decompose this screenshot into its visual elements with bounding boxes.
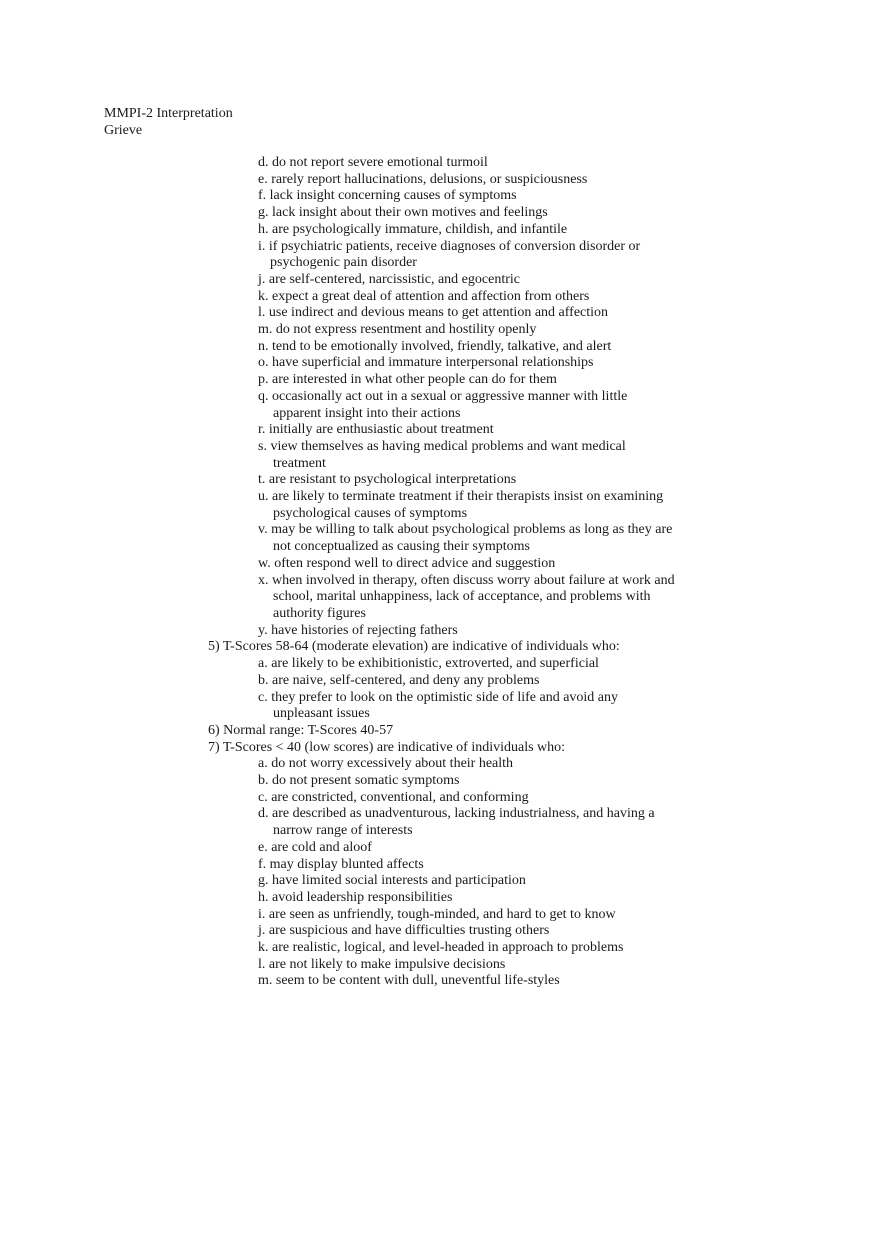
list-item: s. view themselves as having medical problems and want medical — [258, 438, 626, 454]
list-item-continuation: psychological causes of symptoms — [273, 505, 468, 521]
list-item-continuation: treatment — [273, 455, 326, 471]
list-item: j. are suspicious and have difficulties trusting others — [258, 923, 550, 939]
list-item: t. are resistant to psychological interpretations — [258, 472, 517, 488]
list-item: p. are interested in what other people can do for them — [258, 372, 557, 388]
list-item: k. expect a great deal of attention and affection from others — [258, 288, 590, 304]
document-header — [104, 105, 233, 139]
list-item-continuation: unpleasant issues — [273, 706, 370, 722]
list-item-continuation: authority figures — [273, 605, 366, 621]
list-item: v. may be willing to talk about psychological problems as long as they are — [258, 522, 673, 538]
list-item: x. when involved in therapy, often discuss worry about failure at work and — [258, 572, 675, 588]
list-item-continuation: school, marital unhappiness, lack of acceptance, and problems with — [273, 589, 651, 605]
list-item: g. have limited social interests and participation — [258, 873, 526, 889]
section-heading: 6) Normal range: T-Scores 40-57 — [208, 722, 394, 738]
list-item: q. occasionally act out in a sexual or aggressive manner with little — [258, 388, 628, 404]
list-item: e. are cold and aloof — [258, 839, 372, 855]
list-item: n. tend to be emotionally involved, friendly, talkative, and alert — [258, 338, 612, 354]
document-author: Grieve — [104, 123, 143, 138]
list-item: u. are likely to terminate treatment if their therapists insist on examining — [258, 489, 664, 505]
list-item: g. lack insight about their own motives and feelings — [258, 205, 548, 221]
list-item: l. are not likely to make impulsive decisions — [258, 956, 506, 972]
list-item-continuation: apparent insight into their actions — [273, 405, 461, 421]
list-item: f. lack insight concerning causes of symptoms — [258, 188, 517, 204]
list-item: m. do not express resentment and hostility openly — [258, 322, 537, 338]
list-item: w. often respond well to direct advice and suggestion — [258, 555, 556, 571]
list-item: h. avoid leadership responsibilities — [258, 889, 453, 905]
list-item-continuation: narrow range of interests — [273, 823, 413, 839]
list-item: r. initially are enthusiastic about treatment — [258, 422, 494, 438]
list-item: i. if psychiatric patients, receive diagnoses of conversion disorder or — [258, 238, 641, 254]
list-item: l. use indirect and devious means to get attention and affection — [258, 305, 609, 321]
section-heading: 5) T-Scores 58-64 (moderate elevation) are indicative of individuals who: — [208, 639, 620, 655]
document-title: MMPI-2 Interpretation — [104, 106, 233, 121]
list-item: k. are realistic, logical, and level-headed in approach to problems — [258, 940, 624, 956]
list-item: i. are seen as unfriendly, tough-minded, and hard to get to know — [258, 906, 616, 922]
list-item: h. are psychologically immature, childish, and infantile — [258, 221, 568, 237]
list-item: d. do not report severe emotional turmoil — [258, 155, 488, 170]
list-item: c. they prefer to look on the optimistic side of life and avoid any — [258, 689, 619, 705]
list-item: b. are naive, self-centered, and deny any problems — [258, 672, 540, 688]
list-item: o. have superficial and immature interpersonal relationships — [258, 355, 594, 371]
list-item: e. rarely report hallucinations, delusions, or suspiciousness — [258, 171, 588, 187]
list-item: j. are self-centered, narcissistic, and egocentric — [258, 271, 520, 287]
list-item: c. are constricted, conventional, and conforming — [258, 789, 529, 805]
list-item-continuation: psychogenic pain disorder — [270, 255, 417, 271]
section-heading: 7) T-Scores < 40 (low scores) are indicative of individuals who: — [208, 739, 566, 755]
list-item: a. are likely to be exhibitionistic, extroverted, and superficial — [258, 656, 599, 672]
list-item: a. do not worry excessively about their health — [258, 756, 514, 772]
list-item: d. are described as unadventurous, lacking industrialness, and having a — [258, 806, 655, 822]
list-item: y. have histories of rejecting fathers — [258, 622, 458, 638]
document-body — [0, 155, 880, 990]
list-item: m. seem to be content with dull, uneventful life-styles — [258, 973, 560, 989]
list-item-continuation: not conceptualized as causing their symptoms — [273, 539, 530, 555]
list-item: b. do not present somatic symptoms — [258, 773, 460, 789]
list-item: f. may display blunted affects — [258, 856, 424, 872]
